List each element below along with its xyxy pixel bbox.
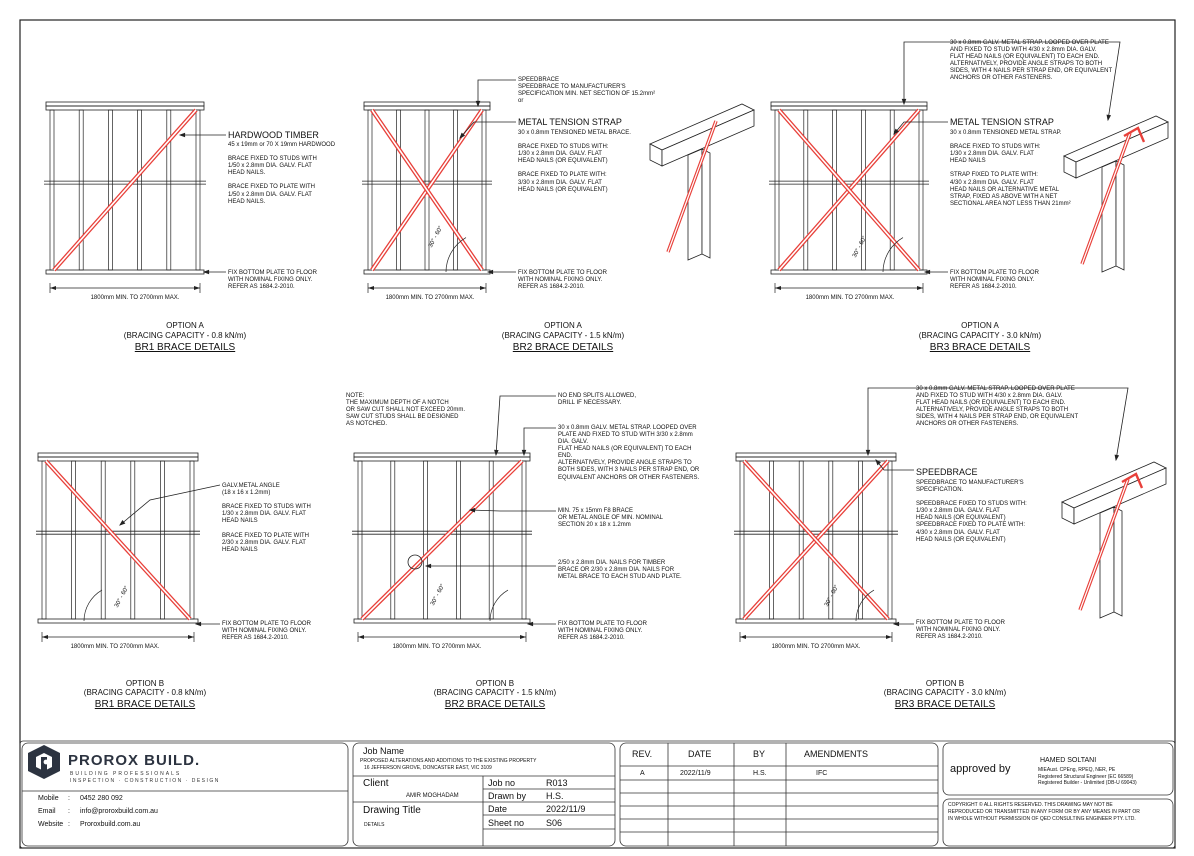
- brace-core: [54, 110, 196, 270]
- separator: :: [68, 808, 70, 815]
- revision-letter: A: [640, 770, 645, 777]
- mobile-label: Mobile: [38, 795, 59, 802]
- stud: [424, 461, 428, 619]
- stud: [72, 461, 76, 619]
- caption-capacity: (BRACING CAPACITY - 1.5 kN/m): [501, 331, 625, 340]
- job-no-label: Job no: [488, 778, 516, 788]
- br2a-metal-strap-title: METAL TENSION STRAP: [518, 117, 622, 127]
- top-plate: [354, 457, 530, 461]
- drawn-by: H.S.: [546, 791, 564, 801]
- stud: [358, 461, 362, 619]
- fix-bottom-leader: [528, 622, 556, 625]
- br2b-fix-bottom-note: FIX BOTTOM PLATE TO FLOOR WITH NOMINAL FIXING ONLY. REFER AS 1684.2-2010.: [558, 621, 647, 642]
- wall-frame: [769, 102, 929, 293]
- sheet-no-label: Sheet no: [488, 818, 525, 828]
- caption-title: BR2 BRACE DETAILS: [444, 699, 546, 710]
- br3b-strap-leader: [866, 388, 914, 455]
- client-name: AMIR MOGHADAM: [406, 793, 459, 799]
- dimension-arrow: [50, 286, 56, 290]
- dimension-arrow: [188, 635, 194, 639]
- revision-date: 2022/11/9: [680, 770, 711, 777]
- leader-arrow: [204, 270, 209, 273]
- leader-arrow: [866, 450, 869, 455]
- email-label: Email: [38, 808, 56, 815]
- stud: [50, 110, 54, 270]
- leader-arrow: [426, 564, 431, 567]
- wall-frame: [734, 453, 898, 642]
- leader-arrow: [1107, 115, 1110, 120]
- stud: [190, 461, 194, 619]
- brace-core: [46, 461, 190, 619]
- stud: [160, 461, 164, 619]
- dimension-arrow: [358, 635, 364, 639]
- revision-amendment: IFC: [816, 770, 828, 777]
- stud-plate-perspective: [1064, 116, 1168, 272]
- stud: [368, 110, 372, 270]
- br1a-dimension: 1800mm MIN. TO 2700mm MAX.: [90, 295, 180, 301]
- leader-arrow: [476, 101, 479, 106]
- separator: :: [68, 795, 70, 802]
- stud: [108, 110, 112, 270]
- speedbrace-note: SPEEDBRACE TO MANUFACTURER'S SPECIFICATION. SPEEDBRACE FIXED TO STUDS WITH: 1/30 x 2.8mm DIA. GALV. FLAT HEAD NAILS (OR EQUIVALENT) SPEEDBRACE FIXED TO PLATE WITH: 4/30 x 2.8mm DIA. GALV. FLAT HEAD NAILS (OR EQUIVALENT): [916, 480, 1027, 543]
- stud: [770, 461, 774, 619]
- bottom-plate: [736, 619, 896, 623]
- speedbrace-top-note: SPEEDBRACE SPEEDBRACE TO MANUFACTURER'S SPECIFICATION MIN. NET SECTION OF 15.2mm² or: [518, 77, 656, 105]
- dimension-arrow: [42, 635, 48, 639]
- top-plate: [46, 102, 204, 106]
- br2b-dimension: 1800mm MIN. TO 2700mm MAX.: [392, 644, 482, 650]
- br2b-strap-note: 30 x 0.8mm GALV. METAL STRAP. LOOPED OVER PLATE AND FIXED TO STUD WITH 3/30 x 2.8mm DIA. GALV. FLAT HEAD NAILS (OR EQUIVALENT) TO EACH END. ALTERNATIVELY, PROVIDE ANGLE STRAPS TO BOTH SIDES, WITH 3 NAILS PER STRAP END, OR EQUIVALENT ANCHORS OR OTHER FASTENERS.: [558, 425, 700, 481]
- notch-note: NOTE: THE MAXIMUM DEPTH OF A NOTCH OR SAW CUT SHALL NOT EXCEED 20mm. SAW CUT STUDS SHALL BE DESIGNED AS NOTCHED.: [346, 393, 466, 428]
- amendments-header: AMENDMENTS: [804, 749, 869, 759]
- br2a-fix-bottom-note: FIX BOTTOM PLATE TO FLOOR WITH NOMINAL FIXING ONLY. REFER AS 1684.2-2010.: [518, 270, 607, 291]
- stud: [131, 461, 135, 619]
- leader-path: [470, 510, 556, 511]
- fix-bottom-leader: [894, 622, 914, 625]
- job-name: PROPOSED ALTERATIONS AND ADDITIONS TO THE EXISTING PROPERTY: [360, 758, 537, 764]
- stud: [804, 110, 808, 270]
- leader-arrow: [925, 270, 930, 273]
- dimension-arrow: [480, 286, 486, 290]
- stud: [740, 461, 744, 619]
- mobile-number: 0452 280 092: [80, 795, 123, 802]
- bottom-plate: [38, 619, 198, 623]
- company-logo-icon: [28, 745, 60, 779]
- stud-plate-perspective: [1062, 462, 1166, 618]
- caption-option: OPTION B: [925, 679, 965, 688]
- stud-3d: [1116, 161, 1124, 270]
- date-value: 2022/11/9: [546, 804, 586, 814]
- dimension-arrow: [520, 635, 526, 639]
- top-plate: [46, 106, 204, 110]
- br1a-fix-bottom-note: FIX BOTTOM PLATE TO FLOOR WITH NOMINAL FIXING ONLY. REFER AS 1684.2-2010.: [228, 270, 317, 291]
- leader-path: [496, 396, 556, 455]
- caption-title: BR1 BRACE DETAILS: [134, 342, 236, 353]
- stud: [482, 110, 486, 270]
- stud: [42, 461, 46, 619]
- stud: [489, 461, 493, 619]
- br3a-angle-label: 30° - 60°: [852, 235, 869, 259]
- website-label: Website: [38, 821, 64, 828]
- nails-timber-note: 2/50 x 2.8mm DIA. NAILS FOR TIMBER BRACE OR 2/30 x 2.8mm DIA. NAILS FOR METAL BRACE TO EACH STUD AND PLATE.: [558, 560, 682, 581]
- stud: [919, 110, 923, 270]
- caption-option: OPTION A: [544, 321, 582, 330]
- sheet-no: S06: [546, 818, 563, 828]
- br3b-dimension: 1800mm MIN. TO 2700mm MAX.: [771, 644, 861, 650]
- dimension-arrow: [194, 286, 200, 290]
- top-plate: [364, 106, 490, 110]
- nails-leader: [426, 564, 556, 567]
- engineer-name: HAMED SOLTANI: [1040, 757, 1097, 764]
- wall-frame: [36, 453, 200, 642]
- bottom-plate: [46, 270, 204, 274]
- br3a-metal-strap-note: 30 x 0.8mm TENSIONED METAL STRAP. BRACE FIXED TO STUDS WITH: 1/30 x 2.8mm DIA. GALV. FLAT HEAD NAILS STRAP FIXED TO PLATE WITH: 4/30 x 2.8mm DIA. GALV. FLAT HEAD NAILS OR ALTERNATIVE METAL STRAP, FIXED AS ABOVE WITH A NET SECTIONAL AREA NOT LESS THAN 21mm²: [950, 130, 1071, 207]
- br3b-fix-bottom-note: FIX BOTTOM PLATE TO FLOOR WITH NOMINAL FIXING ONLY. REFER AS 1684.2-2010.: [916, 620, 1005, 641]
- wall-frame: [44, 102, 206, 293]
- stud-3d: [702, 149, 710, 258]
- speedbrace-title: SPEEDBRACE: [916, 467, 978, 477]
- bottom-plate: [354, 619, 530, 623]
- wall-frame: [362, 102, 492, 293]
- caption-title: BR2 BRACE DETAILS: [512, 342, 614, 353]
- bottom-plate: [771, 270, 927, 274]
- top-plate: [38, 457, 198, 461]
- rev-header: REV.: [632, 749, 653, 759]
- caption-capacity: (BRACING CAPACITY - 0.8 kN/m): [123, 331, 247, 340]
- copyright-note: COPYRIGHT © ALL RIGHTS RESERVED. THIS DRAWING MAY NOT BE REPRODUCED OR TRANSMITTED IN ANY FORM OR BY ANY MEANS IN PART OR IN WHOLE WITHOUT PERMISSION OF QED CONSULTING ENGINEER PTY. LTD.: [948, 802, 1140, 822]
- dimension-arrow: [368, 286, 374, 290]
- fix-bottom-leader: [488, 270, 516, 273]
- stud: [138, 110, 142, 270]
- hardwood-leader: [180, 133, 226, 136]
- wall-frame: [352, 453, 532, 642]
- end-splits-leader: [495, 396, 556, 455]
- br2a-dimension: 1800mm MIN. TO 2700mm MAX.: [385, 295, 475, 301]
- company-tagline: BUILDING PROFESSIONALS: [70, 771, 182, 777]
- br3b-angle-label: 30° - 60°: [824, 584, 841, 608]
- by-header: BY: [753, 749, 766, 759]
- date-label: Date: [488, 804, 508, 814]
- galv-angle-note: GALV.METAL ANGLE (18 x 16 x 1.2mm) BRACE FIXED TO STUDS WITH 1/30 x 2.8mm DIA. GALV. FLAT HEAD NAILS BRACE FIXED TO PLATE WITH 2/30 x 2.8mm DIA. GALV. FLAT HEAD NAILS: [222, 483, 311, 553]
- stud: [167, 110, 171, 270]
- leader-arrow: [902, 99, 905, 104]
- drawing-title-label: Drawing Title: [363, 805, 421, 816]
- stud: [101, 461, 105, 619]
- stud-3d: [1114, 507, 1122, 616]
- strap-leader: [522, 428, 556, 455]
- hardwood-timber-note: 45 x 19mm or 70 X 19mm HARDWOOD BRACE FIXED TO STUDS WITH 1/50 x 2.8mm DIA. GALV. FLAT HEAD NAILS. BRACE FIXED TO PLATE WITH 1/50 x 2.8mm DIA. GALV. FLAT HEAD NAILS.: [228, 142, 336, 205]
- top-plate: [364, 102, 490, 106]
- stud: [799, 461, 803, 619]
- dimension-arrow: [886, 635, 892, 639]
- br3a-strap-note: 30 x 0.8mm GALV. METAL STRAP. LOOPED OVER PLATE AND FIXED TO STUD WITH 4/30 x 2.8mm DIA. GALV. FLAT HEAD NAILS (OR EQUIVALENT) TO EACH END. ALTERNATIVELY, PROVIDE ANGLE STRAPS TO BOTH SIDES, WITH 4 NAILS PER STRAP END, OR EQUIVALENT ANCHORS OR OTHER FASTENERS.: [950, 40, 1113, 82]
- caption-title: BR3 BRACE DETAILS: [929, 342, 1031, 353]
- caption-option: OPTION B: [475, 679, 515, 688]
- angle-arc: [490, 590, 508, 621]
- leader-arrow: [495, 450, 498, 455]
- job-name-label: Job Name: [363, 746, 405, 756]
- company-subtitle: INSPECTION · CONSTRUCTION · DESIGN: [70, 778, 220, 784]
- bottom-plate: [364, 270, 490, 274]
- stud: [833, 110, 837, 270]
- leader-path: [868, 388, 914, 455]
- stud: [391, 461, 395, 619]
- br1b-angle-label: 30° - 60°: [114, 585, 131, 609]
- leader-arrow: [522, 450, 525, 455]
- fix-bottom-leader: [925, 270, 948, 273]
- stud: [397, 110, 401, 270]
- top-plate: [771, 106, 927, 110]
- engineer-qualifications: MIEAust. CPEng, RPEQ, NER, PE Registered Structural Engineer (EC 66589) Registered Builder - Unlimited (DB-U 69043): [1038, 767, 1137, 786]
- caption-capacity: (BRACING CAPACITY - 0.8 kN/m): [83, 688, 207, 697]
- hardwood-timber-title: HARDWOOD TIMBER: [228, 130, 319, 140]
- caption-capacity: (BRACING CAPACITY - 1.5 kN/m): [433, 688, 557, 697]
- stud: [79, 110, 83, 270]
- caption-capacity: (BRACING CAPACITY - 3.0 kN/m): [918, 331, 1042, 340]
- leader-path: [524, 428, 556, 455]
- website-link[interactable]: Proroxbuild.com.au: [80, 821, 141, 828]
- leader-path: [904, 42, 948, 104]
- drawn-by-label: Drawn by: [488, 791, 527, 801]
- caption-option: OPTION A: [166, 321, 204, 330]
- br3b-strap-note: 30 x 0.8mm GALV. METAL STRAP. LOOPED OVER PLATE AND FIXED TO STUD WITH 4/30 x 2.8mm DIA. GALV. FLAT HEAD NAILS (OR EQUIVALENT) TO EACH END. ALTERNATIVELY, PROVIDE ANGLE STRAPS TO BOTH SIDES, WITH 4 NAILS PER STRAP END, OR EQUIVALENT ANCHORS OR OTHER FASTENERS.: [916, 386, 1079, 428]
- leader-arrow: [488, 270, 493, 273]
- angle-arc: [84, 590, 102, 621]
- top-plate: [736, 457, 896, 461]
- stud: [888, 461, 892, 619]
- job-address: 16 JEFFERSON GROVE, DONCASTER EAST, VIC 3109: [364, 765, 492, 771]
- caption-capacity: (BRACING CAPACITY - 3.0 kN/m): [883, 688, 1007, 697]
- top-plate: [354, 453, 530, 457]
- br1b-fix-bottom-note: FIX BOTTOM PLATE TO FLOOR WITH NOMINAL FIXING ONLY. REFER AS 1684.2-2010.: [222, 621, 311, 642]
- separator: :: [68, 821, 70, 828]
- stud: [775, 110, 779, 270]
- br3-strap-leader: [902, 42, 948, 104]
- br1b-dimension: 1800mm MIN. TO 2700mm MAX.: [70, 644, 160, 650]
- top-plate: [38, 453, 198, 457]
- caption-title: BR1 BRACE DETAILS: [94, 699, 196, 710]
- leader-arrow: [1115, 455, 1118, 460]
- br3a-dimension: 1800mm MIN. TO 2700mm MAX.: [805, 295, 895, 301]
- revision-by: H.S.: [753, 770, 767, 777]
- br3a-fix-bottom-note: FIX BOTTOM PLATE TO FLOOR WITH NOMINAL FIXING ONLY. REFER AS 1684.2-2010.: [950, 270, 1039, 291]
- br2a-angle-label: 30° - 60°: [428, 225, 445, 249]
- job-no: R013: [546, 778, 568, 788]
- dimension-arrow: [775, 286, 781, 290]
- company-name: PROROX BUILD.: [68, 752, 201, 769]
- fix-bottom-leader: [196, 622, 220, 625]
- top-plate: [736, 453, 896, 457]
- br2a-metal-strap-note: 30 x 0.8mm TENSIONED METAL BRACE. BRACE FIXED TO STUDS WITH: 1/30 x 2.8mm DIA. GALV. FLAT HEAD NAILS (OR EQUIVALENT) BRACE FIXED TO PLATE WITH: 3/30 x 2.8mm DIA. GALV. FLAT HEAD NAILS (OR EQUIVALENT): [518, 130, 631, 193]
- stud-plate-perspective: [650, 104, 754, 260]
- approved-by-label: approved by: [950, 763, 1011, 775]
- end-splits-note: NO END SPLITS ALLOWED, DRILL IF NECESSARY.: [558, 393, 637, 407]
- dimension-arrow: [740, 635, 746, 639]
- f8-brace-leader: [470, 508, 556, 511]
- caption-option: OPTION A: [961, 321, 999, 330]
- email-link[interactable]: info@proroxbuild.com.au: [80, 808, 158, 815]
- drawing-title: DETAILS: [364, 822, 385, 828]
- dimension-arrow: [917, 286, 923, 290]
- f8-brace-note: MIN. 75 x 15mm F8 BRACE OR METAL ANGLE OF MIN. NOMINAL SECTION 20 x 18 x 1.2mm: [558, 508, 664, 529]
- stud: [858, 461, 862, 619]
- stud: [522, 461, 526, 619]
- date-header: DATE: [688, 749, 712, 759]
- br2b-angle-label: 30° - 60°: [430, 583, 447, 607]
- stud: [456, 461, 460, 619]
- br3a-metal-strap-title: METAL TENSION STRAP: [950, 117, 1054, 127]
- caption-option: OPTION B: [125, 679, 165, 688]
- fix-bottom-leader: [204, 270, 226, 273]
- leader-arrow: [180, 133, 185, 136]
- client-label: Client: [363, 778, 389, 789]
- stud: [196, 110, 200, 270]
- caption-title: BR3 BRACE DETAILS: [894, 699, 996, 710]
